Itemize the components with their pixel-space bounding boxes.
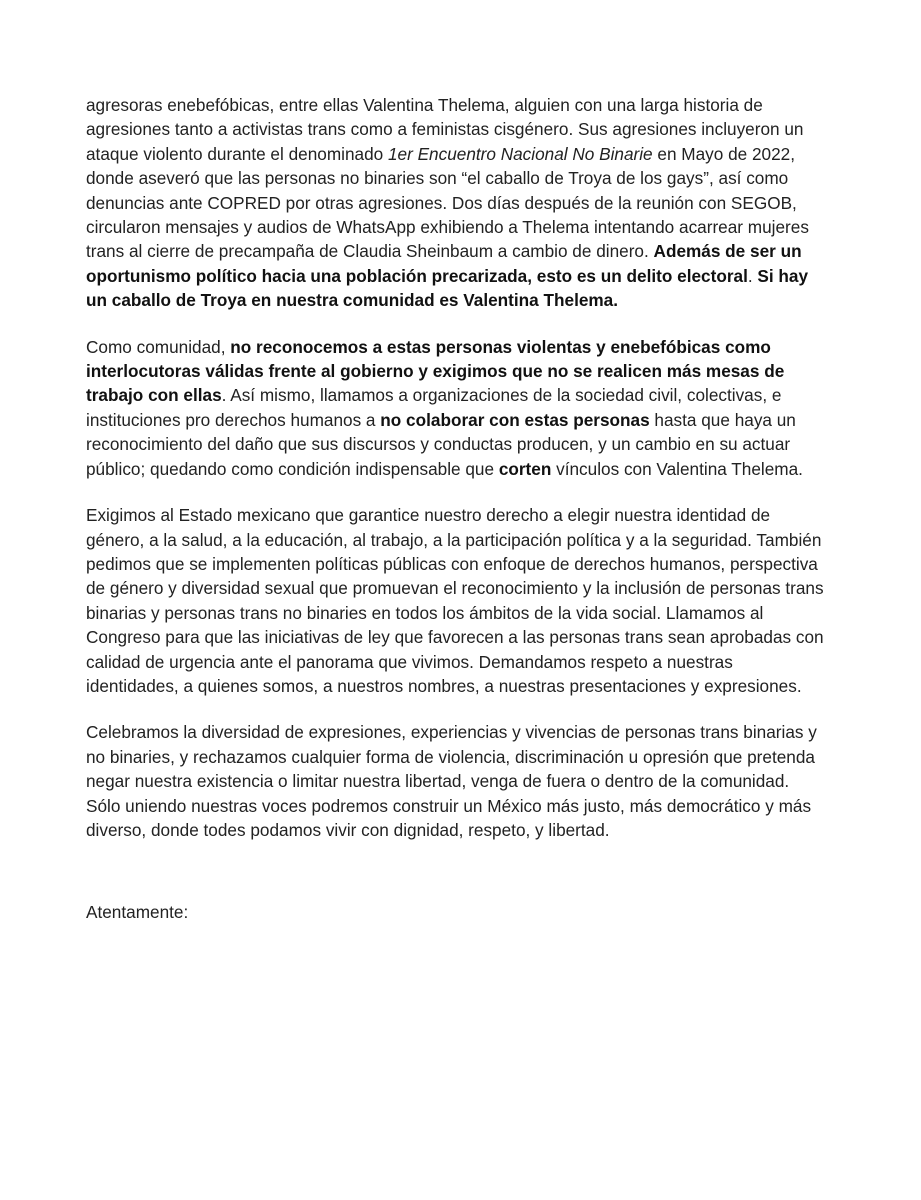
event-name-italic: 1er Encuentro Nacional No Binarie — [387, 143, 653, 164]
text-segment: hasta que haya un reconocimiento del daño que sus discursos y conductas producen, y un cambio en su actuar público; quedando como condición indispensable que — [86, 409, 796, 479]
bold-statement: corten — [498, 458, 552, 479]
bold-statement: no colaborar con estas personas — [380, 409, 650, 430]
paragraph-1 — [86, 93, 826, 313]
text-segment: Celebramos la diversidad de expresiones, experiencias y vivencias de personas trans binarias y no binaries, y rechazamos cualquier forma de violencia, discriminación u opresión que pretenda negar nuestra existencia o limitar nuestra libertad, venga de fuera o dentro de la comunidad. Sólo uniendo nuestras voces podremos construir un México más justo, más democrático y más diverso, donde todes podamos vivir con dignidad, respeto, y libertad. — [86, 722, 817, 840]
text-segment: Como comunidad, — [86, 336, 231, 357]
text-segment: vínculos con Valentina Thelema. — [551, 458, 803, 479]
text-segment: . Así mismo, llamamos a organizaciones de la sociedad civil, colectivas, e instituciones pro derechos humanos a — [86, 385, 782, 430]
text-segment: en Mayo de 2022, donde aseveró que las personas no binaries son “el caballo de Troya de los gays”, así como denuncias ante COPRED por otras agresiones. Dos días después de la reunión con SEGOB, circularon mensajes y audios de WhatsApp exhibiendo a Thelema intentando acarrear mujeres trans al cierre de precampaña de Claudia Sheinbaum a cambio de dinero. — [86, 143, 809, 262]
closing-salutation: Atentamente: — [86, 902, 189, 923]
bold-statement: no reconocemos a estas personas violentas y enebefóbicas como interlocutoras válidas frente al gobierno y exigimos que no se realicen más mesas de trabajo con ellas — [86, 336, 785, 406]
paragraph-4 — [86, 720, 826, 842]
text-segment: Exigimos al Estado mexicano que garantice nuestro derecho a elegir nuestra identidad de género, a la salud, a la educación, al trabajo, a la participación política y a la seguridad. También pedimos que se implementen políticas públicas con enfoque de derechos humanos, perspectiva de género y diversidad sexual que promuevan el reconocimiento y la inclusión de personas trans binarias y personas trans no binaries en todos los ámbitos de la vida social. Llamamos al Congreso para que las iniciativas de ley que favorecen a las personas trans sean aprobadas con calidad de urgencia ante el panorama que vivimos. Demandamos respeto a nuestras identidades, a quienes somos, a nuestros nombres, a nuestras presentaciones y expresiones. — [86, 505, 824, 696]
text-segment: agresoras enebefóbicas, entre ellas Valentina Thelema, alguien con una larga historia de agresiones tanto a activistas trans como a feministas cisgénero. Sus agresiones incluyeron un ataque violento durante el denominado — [86, 95, 804, 164]
bold-statement: Si hay un caballo de Troya en nuestra comunidad es Valentina Thelema. — [86, 265, 809, 311]
bold-statement: Además de ser un oportunismo político hacia una población precarizada, esto es un delito electoral — [86, 241, 802, 286]
text-segment: . — [747, 265, 758, 286]
document-body — [86, 93, 826, 947]
paragraph-2 — [86, 335, 826, 481]
paragraph-3 — [86, 503, 826, 698]
